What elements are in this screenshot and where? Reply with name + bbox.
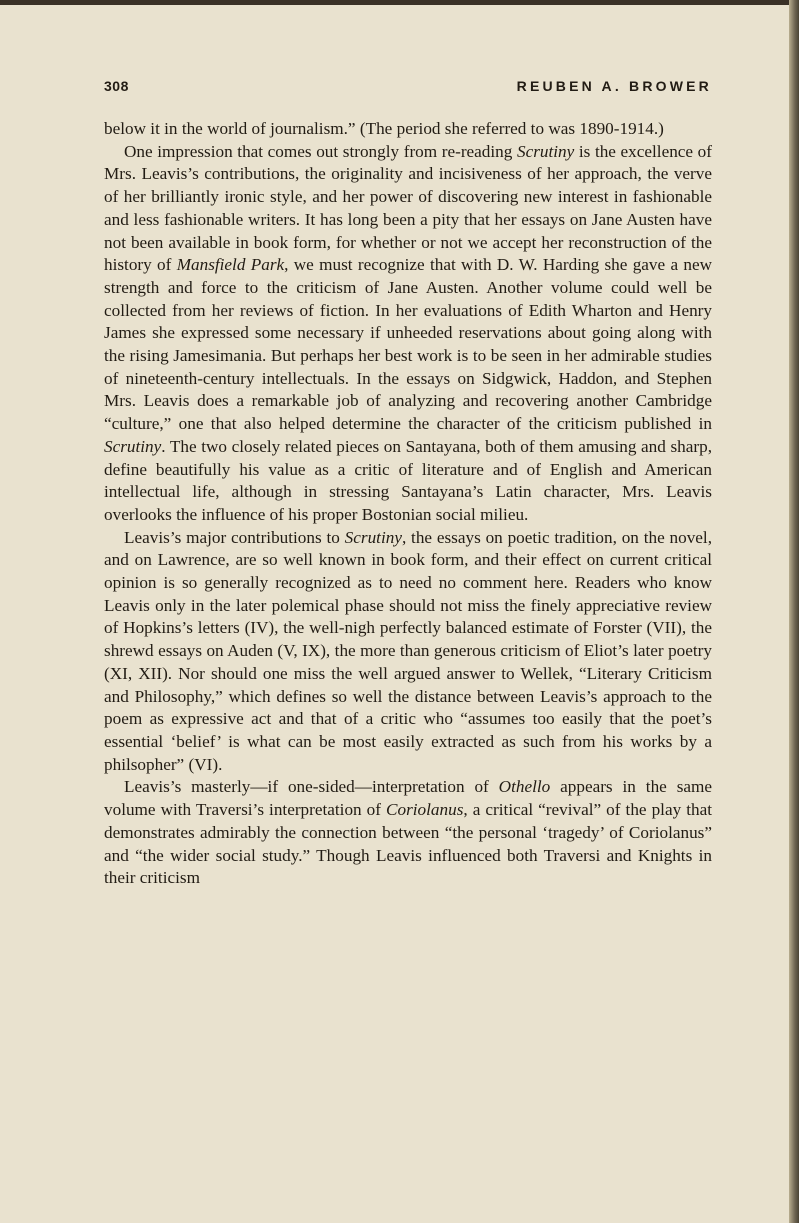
running-head-author: REUBEN A. BROWER [516, 78, 712, 94]
italic-title: Othello [498, 777, 551, 797]
text-run: One impression that comes out strongly from re-reading [124, 141, 517, 161]
italic-title: Scrutiny [516, 141, 575, 161]
body-text [104, 118, 712, 890]
paragraph [104, 141, 712, 527]
text-run: below it in the world of journalism.” (The period she referred to was 1890-1914.) [104, 119, 664, 138]
text-run: , a critical “revival” of the play that demonstrates admirably the connection between “the personal ‘tragedy’ of Coriolanus” and “the wider social study.” Though Leavis influenced both Traversi and Knights in their criticism [104, 800, 712, 888]
running-head [104, 78, 712, 98]
italic-title: Mansfield Park [176, 255, 285, 275]
page-number: 308 [104, 78, 129, 94]
text-run: Leavis’s masterly—if one-sided—interpretation of [124, 777, 499, 797]
italic-title: Coriolanus [386, 800, 464, 820]
page-right-edge-shadow [789, 0, 799, 1223]
italic-title: Scrutiny [344, 527, 402, 547]
italic-title: Scrutiny [104, 436, 162, 456]
paragraph [104, 527, 712, 777]
text-run: . The two closely related pieces on Santayana, both of them amusing and sharp, define beautifully his value as a critic of literature and of English and American intellectual life, although in stressing Santayana’s Latin character, Mrs. Leavis overlooks the influence of his proper Bostonian social milieu. [104, 436, 712, 524]
paragraph [104, 118, 712, 141]
text-run: Leavis’s major contributions to [124, 527, 345, 547]
paragraph [104, 776, 712, 890]
text-run: , we must recognize that with D. W. Harding she gave a new strength and force to the criticism of Jane Austen. Another volume could well be collected from her reviews of fiction. In her evaluations of Edith Wharton and Henry James she expressed some necessary if unheeded reservations about going along with the rising Jamesimania. But perhaps her best work is to be seen in her admirable studies of nineteenth-century intellectuals. In the essays on Sidgwick, Haddon, and Stephen Mrs. Leavis does a remarkable job of analyzing and recovering another Cambridge “culture,” one that also helped determine the character of the criticism published in [104, 255, 713, 434]
text-run: appears in the same volume with Traversi’s interpretation of [104, 777, 713, 820]
text-run: , the essays on poetic tradition, on the novel, and on Lawrence, are so well known in book form, and their effect on current critical opinion is so generally recognized as to need no comment here. Readers who know Leavis only in the later polemical phase should not miss the finely appreciative review of Hopkins’s letters (IV), the well-nigh perfectly balanced estimate of Forster (VII), the shrewd essays on Auden (V, IX), the more than generous criticism of Eliot’s later poetry (XI, XII). Nor should one miss the well argued answer to Wellek, “Literary Criticism and Philosophy,” which defines so well the distance between Leavis’s approach to the poem as expressive act and that of a critic who “assumes too easily that the poet’s essential ‘belief’ is what can be most easily extracted as such from his works by a philsopher” (VI). [104, 527, 712, 774]
page-top-edge [0, 0, 799, 5]
text-run: is the excellence of Mrs. Leavis’s contributions, the originality and incisiveness of her approach, the verve of her brilliantly ironic style, and her power of discovering new interest in fashionable and less fashionable writers. It has long been a pity that her essays on Jane Austen have not been available in book form, for whether or not we accept her reconstruction of the history of [104, 141, 712, 275]
